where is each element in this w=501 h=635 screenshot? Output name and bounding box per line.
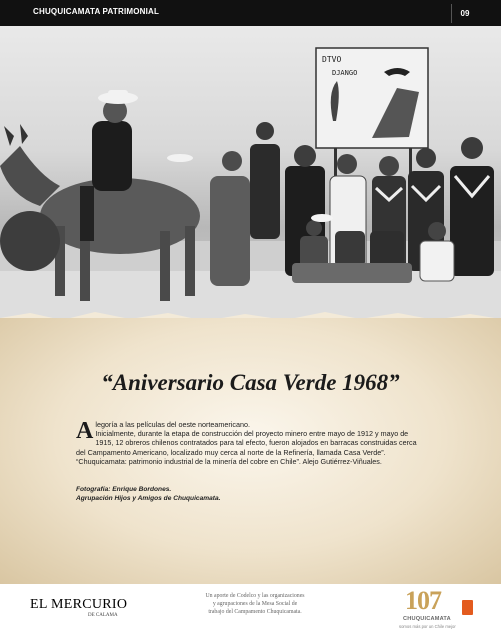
footer-note [180,592,330,616]
drop-cap: A [76,418,94,444]
article-body [76,420,424,466]
page-header [0,0,501,26]
credit-organization: Agrupación Hijos y Amigos de Chuquicamata. [76,495,221,503]
footer-note-line: Un aporte de Codelco y las organizaciones [205,593,305,599]
paragraph-1: legoría a las películas del oeste norteamericano. [95,420,250,429]
anniversary-number: 107 [405,586,441,615]
section-title: CHUQUICAMATA PATRIMONIAL [33,7,160,16]
footer-note-line: trabajo del Campamento Chuquicamata. [208,609,302,615]
codelco-logo-icon [462,600,473,615]
footer-note-line: y agrupaciones de la Mesa Social de [212,601,298,607]
anniversary-name: CHUQUICAMATA [403,616,451,622]
el-mercurio-sublogo: DE CALAMA [88,613,118,618]
credit-photographer: Fotografía: Enrique Bordones. [76,486,172,493]
page-footer [0,584,501,635]
anniversary-tagline: somos más por un Chile mejor [399,624,456,629]
paragraph-3: “Chuquicamata: patrimonio industrial de la minería del cobre en Chile”. Alejo Gutiérrez-Viñuales. [76,456,382,466]
historic-photo [0,26,501,336]
article-title: “Aniversario Casa Verde 1968” [101,370,400,395]
sign-text-1: DTVO [322,55,342,64]
sign-text-2: DJANGO [332,69,358,77]
photo-credits [76,485,416,504]
paragraph-2: Inicialmente, durante la etapa de construcción del proyecto minero entre mayo de 1912 y mayo de 1915, 12 obreros chilenos contratados para tal efecto, fueron alojados en barracas construidas cerca del Campamento Americano, localizado muy cerca al norte de la Refinería, llamada Casa Verde”. [76,429,417,457]
chuquicamata-107-logo [399,586,459,632]
page-number: 09 [451,4,478,23]
el-mercurio-logo: EL MERCURIO [30,597,128,612]
photo-illustration [0,26,501,336]
